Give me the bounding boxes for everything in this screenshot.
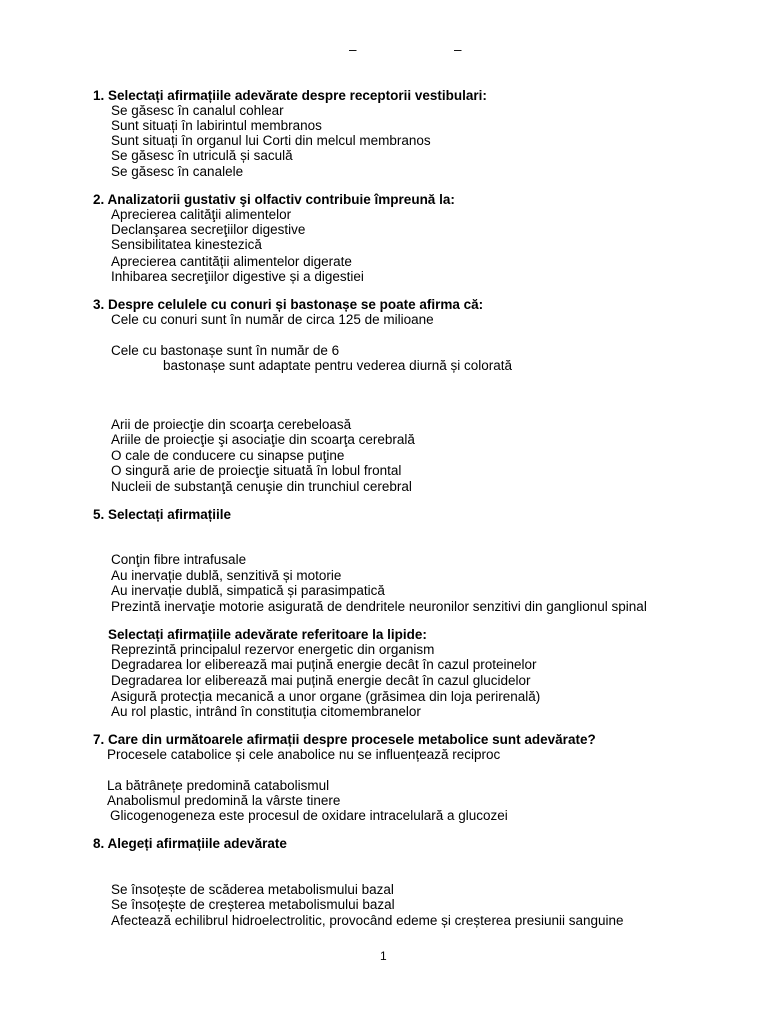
q1-option-5: Se găsesc în canalele — [111, 164, 244, 179]
q5-option-4: Prezintă inervaţie motorie asigurată de dendritele neuronilor senzitivi din ganglionul spinal — [111, 599, 647, 614]
q4-option-3: O cale de conducere cu sinapse puţine — [111, 448, 345, 463]
q5-option-2: Au inervație dublă, senzitivă și motorie — [111, 568, 342, 583]
q7-option-1: Procesele catabolice și cele anabolice nu se influențează reciproc — [107, 747, 501, 762]
q5-option-3: Au inervație dublă, simpatică și parasimpatică — [111, 583, 385, 598]
question-1-title: 1. Selectați afirmațiile adevărate despre receptorii vestibulari: — [93, 88, 487, 103]
page-number: 1 — [380, 949, 387, 963]
q4-option-5: Nucleii de substanţă cenuşie din trunchiul cerebral — [111, 479, 412, 494]
q3-option-1: Cele cu conuri sunt în număr de circa 125 de milioane — [111, 312, 434, 327]
q2-option-4: Aprecierea cantității alimentelor digerate — [111, 254, 352, 269]
q8-option-2: Se însoțește de creșterea metabolismului bazal — [111, 897, 395, 912]
q7-option-4: Glicogenogeneza este procesul de oxidare intracelulară a glucozei — [110, 808, 508, 823]
q7-option-2: La bătrânețe predomină catabolismul — [107, 778, 330, 793]
q3-option-3: bastonașe sunt adaptate pentru vederea diurnă și colorată — [163, 358, 512, 373]
question-8-title: 8. Alegeți afirmațiile adevărate — [93, 836, 287, 851]
q6-option-2: Degradarea lor eliberează mai puțină energie decât în cazul proteinelor — [111, 657, 537, 672]
q6-option-5: Au rol plastic, intrând în constituția citomembranelor — [111, 704, 421, 719]
q1-option-3: Sunt situați în organul lui Corti din melcul membranos — [111, 133, 431, 148]
question-3-title: 3. Despre celulele cu conuri și bastonașe se poate afirma că: — [93, 297, 484, 312]
q5-option-1: Conţin fibre intrafusale — [111, 552, 247, 567]
header-dash-left: – — [349, 42, 357, 57]
q7-option-3: Anabolismul predomină la vârste tinere — [107, 793, 341, 808]
q2-option-3: Sensibilitatea kinestezică — [111, 237, 262, 252]
q6-option-3: Degradarea lor eliberează mai puțină energie decât în cazul glucidelor — [111, 673, 531, 688]
question-7-title: 7. Care din următoarele afirmații despre procesele metabolice sunt adevărate? — [93, 732, 596, 747]
header-dash-right: – — [454, 42, 462, 57]
q6-option-1: Reprezintă principalul rezervor energetic din organism — [111, 642, 435, 657]
q2-option-5: Inhibarea secreţiilor digestive și a digestiei — [111, 269, 364, 284]
q2-option-2: Declanşarea secreţiilor digestive — [111, 222, 306, 237]
q3-option-2: Cele cu bastonașe sunt în număr de 6 — [111, 343, 340, 358]
q8-option-1: Se însoțește de scăderea metabolismului bazal — [111, 882, 394, 897]
question-5-title: 5. Selectați afirmațiile — [93, 507, 232, 522]
q6-option-4: Asigură protecția mecanică a unor organe (grăsimea din loja perirenală) — [111, 689, 541, 704]
question-2-title: 2. Analizatorii gustativ şi olfactiv contribuie împreună la: — [93, 192, 455, 207]
question-6-title: Selectați afirmațiile adevărate referitoare la lipide: — [108, 627, 427, 642]
q4-option-2: Ariile de proiecţie şi asociaţie din scoarţa cerebrală — [111, 432, 415, 447]
q4-option-4: O singură arie de proiecţie situată în lobul frontal — [111, 463, 402, 478]
q1-option-2: Sunt situați în labirintul membranos — [111, 118, 322, 133]
q1-option-1: Se găsesc în canalul cohlear — [111, 103, 284, 118]
q4-option-1: Arii de proiecţie din scoarţa cerebeloasă — [111, 417, 352, 432]
q8-option-3: Afectează echilibrul hidroelectrolitic, provocând edeme și creșterea presiunii sanguine — [111, 913, 624, 928]
q2-option-1: Aprecierea calităţii alimentelor — [111, 207, 292, 222]
q1-option-4: Se găsesc în utriculă și saculă — [111, 148, 293, 163]
